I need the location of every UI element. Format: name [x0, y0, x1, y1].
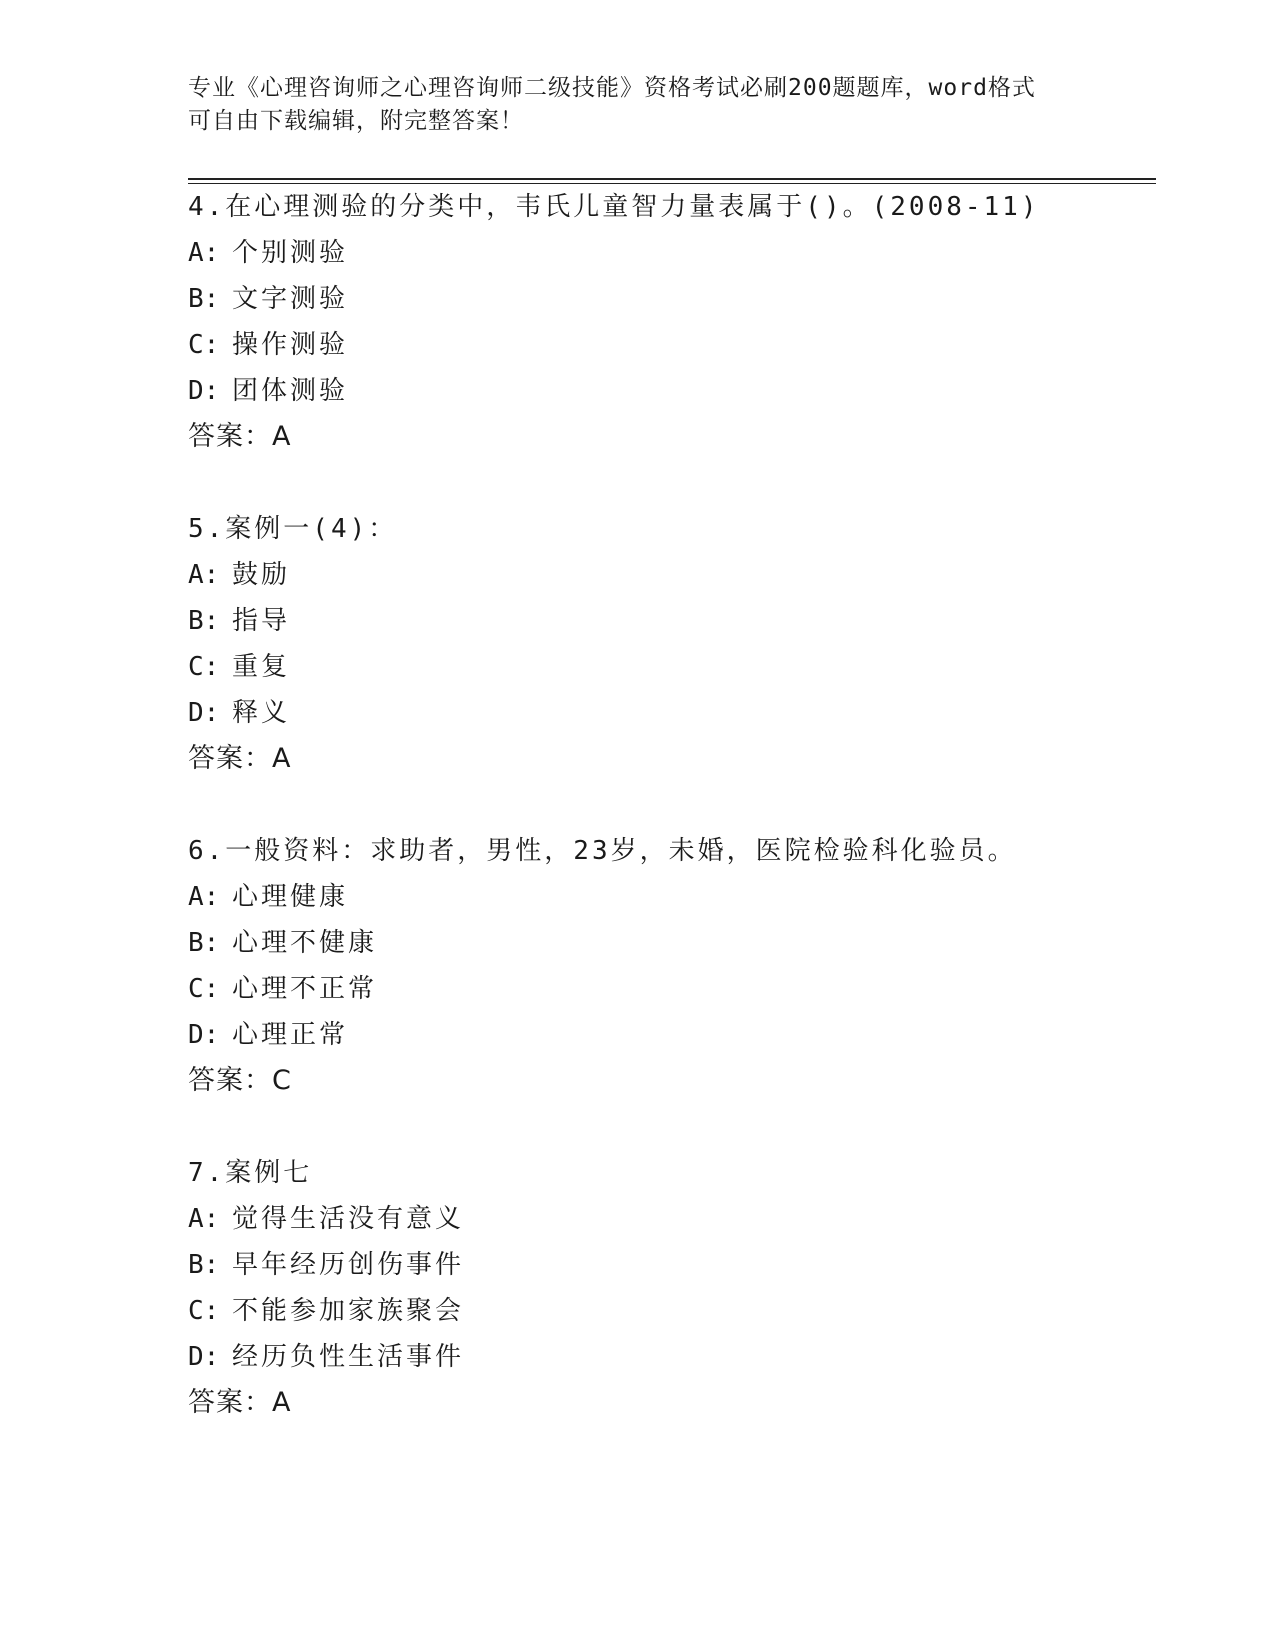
option-d: [188, 690, 1168, 736]
option-text: 团体测验: [232, 376, 349, 406]
option-key: A:: [188, 1204, 220, 1234]
option-key: D:: [188, 698, 220, 728]
option-text: 早年经历创伤事件: [232, 1250, 465, 1280]
option-key: B:: [188, 1250, 220, 1280]
option-a: [188, 552, 1168, 598]
option-text: 经历负性生活事件: [232, 1342, 465, 1372]
option-text: 心理不健康: [232, 928, 378, 958]
option-b: [188, 598, 1168, 644]
option-text: 觉得生活没有意义: [232, 1204, 465, 1234]
question-block: [188, 184, 1168, 460]
option-key: A:: [188, 238, 220, 268]
option-text: 操作测验: [232, 330, 349, 360]
option-a: [188, 230, 1168, 276]
option-text: 鼓励: [232, 560, 291, 590]
question-stem: 7.案例七: [188, 1158, 313, 1188]
option-key: A:: [188, 882, 220, 912]
question-stem: 4.在心理测验的分类中，韦氏儿童智力量表属于()。(2008-11): [188, 192, 1040, 222]
question-stem: 6.一般资料：求助者，男性，23岁，未婚，医院检验科化验员。: [188, 836, 1017, 866]
question-block: [188, 506, 1168, 782]
option-c: [188, 322, 1168, 368]
option-key: D:: [188, 1020, 220, 1050]
answer-line: 答案：A: [188, 1387, 292, 1418]
option-text: 心理健康: [232, 882, 349, 912]
option-a: [188, 1196, 1168, 1242]
answer-line: 答案：A: [188, 743, 292, 774]
option-c: [188, 644, 1168, 690]
option-key: C:: [188, 974, 220, 1004]
option-key: C:: [188, 652, 220, 682]
option-text: 不能参加家族聚会: [232, 1296, 465, 1326]
option-key: B:: [188, 606, 220, 636]
question-stem: 5.案例一(4)：: [188, 514, 398, 544]
header-line-1: 专业《心理咨询师之心理咨询师二级技能》资格考试必刷200题题库，word格式: [188, 75, 1036, 101]
option-text: 文字测验: [232, 284, 349, 314]
option-d: [188, 1334, 1168, 1380]
option-key: C:: [188, 330, 220, 360]
option-text: 重复: [232, 652, 291, 682]
option-b: [188, 920, 1168, 966]
question-block: [188, 1150, 1168, 1426]
option-c: [188, 1288, 1168, 1334]
option-key: C:: [188, 1296, 220, 1326]
document-header: [188, 72, 1068, 138]
answer-line: 答案：A: [188, 421, 292, 452]
answer-line: 答案：C: [188, 1065, 292, 1096]
option-key: D:: [188, 1342, 220, 1372]
option-b: [188, 1242, 1168, 1288]
option-key: B:: [188, 928, 220, 958]
option-c: [188, 966, 1168, 1012]
option-text: 个别测验: [232, 238, 349, 268]
option-key: B:: [188, 284, 220, 314]
option-key: A:: [188, 560, 220, 590]
option-text: 心理不正常: [232, 974, 378, 1004]
question-block: [188, 828, 1168, 1104]
option-text: 心理正常: [232, 1020, 349, 1050]
option-a: [188, 874, 1168, 920]
option-text: 指导: [232, 606, 291, 636]
option-d: [188, 1012, 1168, 1058]
option-b: [188, 276, 1168, 322]
option-key: D:: [188, 376, 220, 406]
option-d: [188, 368, 1168, 414]
header-divider-thick: [188, 178, 1156, 180]
header-line-2: 可自由下载编辑，附完整答案！: [188, 108, 524, 134]
option-text: 释义: [232, 698, 291, 728]
